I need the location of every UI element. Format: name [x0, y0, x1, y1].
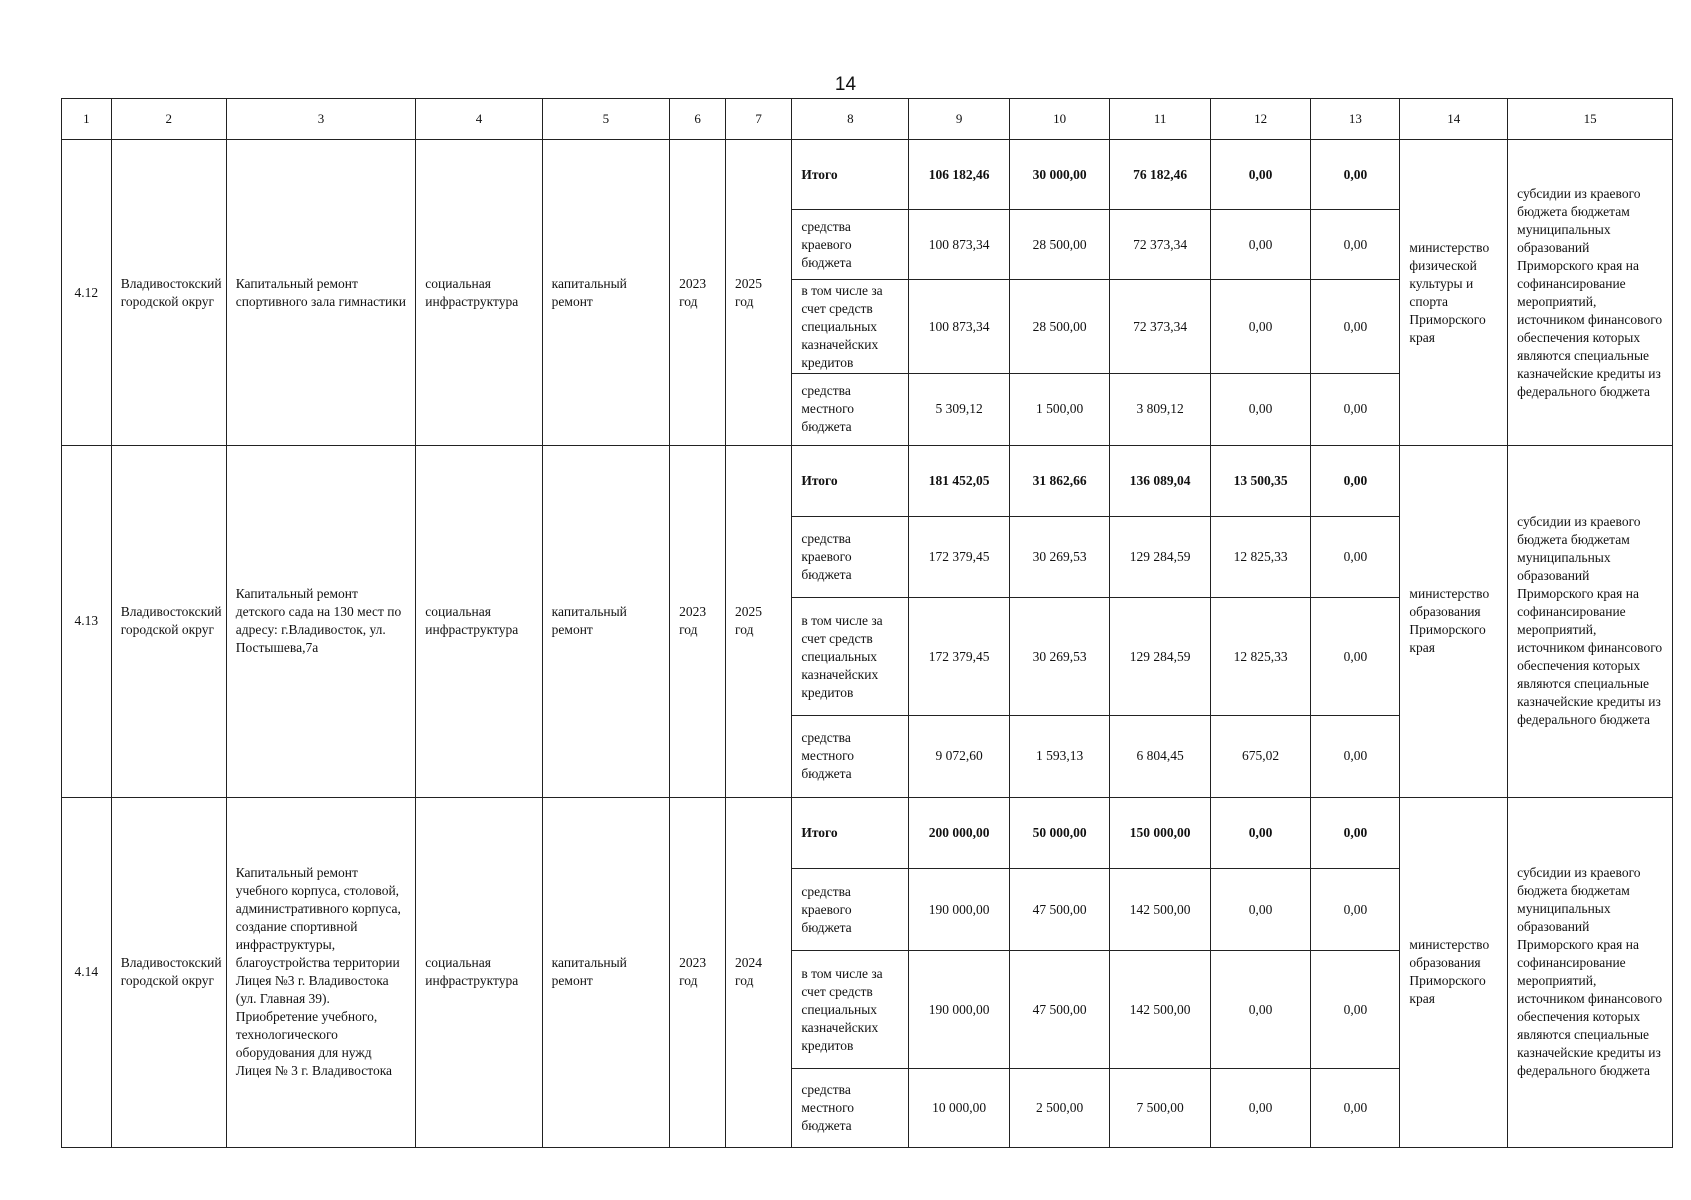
value-cell: 9 072,60 [909, 715, 1009, 797]
end-year-cell: 2025 год [726, 140, 792, 446]
value-cell: 7 500,00 [1110, 1068, 1210, 1147]
value-cell: 12 825,33 [1210, 598, 1310, 715]
value-cell: 106 182,46 [909, 140, 1009, 210]
table-row [62, 445, 1673, 516]
value-cell: 150 000,00 [1110, 797, 1210, 868]
value-cell: 47 500,00 [1009, 951, 1109, 1068]
funding-source-cell: в том числе за счет средств специальных казначейских кредитов [792, 280, 909, 373]
value-cell: 28 500,00 [1009, 210, 1109, 280]
value-cell: 72 373,34 [1110, 280, 1210, 373]
value-cell: 142 500,00 [1110, 951, 1210, 1068]
funding-source-cell: средства краевого бюджета [792, 517, 909, 598]
value-cell: 0,00 [1311, 951, 1400, 1068]
column-header: 5 [542, 99, 669, 140]
value-cell: 0,00 [1311, 280, 1400, 373]
column-header: 9 [909, 99, 1009, 140]
start-year-cell: 2023 год [670, 445, 726, 797]
value-cell: 0,00 [1210, 280, 1310, 373]
value-cell: 100 873,34 [909, 280, 1009, 373]
column-header: 4 [416, 99, 542, 140]
value-cell: 30 000,00 [1009, 140, 1109, 210]
funding-source-cell: в том числе за счет средств специальных казначейских кредитов [792, 598, 909, 715]
value-cell: 76 182,46 [1110, 140, 1210, 210]
object-name-cell: Капитальный ремонт детского сада на 130 мест по адресу: г.Владивосток, ул. Постышева,7а [226, 445, 416, 797]
value-cell: 0,00 [1210, 1068, 1310, 1147]
value-cell: 0,00 [1311, 210, 1400, 280]
value-cell: 0,00 [1311, 445, 1400, 516]
column-header: 8 [792, 99, 909, 140]
page-number: 14 [834, 74, 857, 95]
value-cell: 200 000,00 [909, 797, 1009, 868]
table-row [62, 797, 1673, 868]
end-year-cell: 2024 год [726, 797, 792, 1147]
value-cell: 172 379,45 [909, 598, 1009, 715]
category-cell: социальная инфраструктура [416, 140, 542, 446]
column-header: 3 [226, 99, 416, 140]
note-cell: субсидии из краевого бюджета бюджетам муниципальных образований Приморского края на софинансирование мероприятий, источником финансового обеспечения которых являются специальные казначейские кредиты из федерального бюджета [1508, 140, 1673, 446]
column-header: 13 [1311, 99, 1400, 140]
municipality-cell: Владивостокский городской округ [111, 445, 226, 797]
funding-source-cell: средства краевого бюджета [792, 210, 909, 280]
funding-source-cell: средства местного бюджета [792, 1068, 909, 1147]
row-number: 4.12 [62, 140, 112, 446]
value-cell: 5 309,12 [909, 373, 1009, 445]
value-cell: 0,00 [1311, 373, 1400, 445]
column-header: 12 [1210, 99, 1310, 140]
ministry-cell: министерство образования Приморского края [1400, 445, 1508, 797]
value-cell: 190 000,00 [909, 951, 1009, 1068]
value-cell: 0,00 [1210, 210, 1310, 280]
value-cell: 0,00 [1210, 797, 1310, 868]
value-cell: 50 000,00 [1009, 797, 1109, 868]
funding-source-cell: средства местного бюджета [792, 715, 909, 797]
municipality-cell: Владивостокский городской округ [111, 797, 226, 1147]
value-cell: 142 500,00 [1110, 869, 1210, 951]
start-year-cell: 2023 год [670, 140, 726, 446]
column-header: 6 [670, 99, 726, 140]
header-row [62, 99, 1673, 140]
note-cell: субсидии из краевого бюджета бюджетам муниципальных образований Приморского края на софинансирование мероприятий, источником финансового обеспечения которых являются специальные казначейские кредиты из федерального бюджета [1508, 797, 1673, 1147]
column-header: 2 [111, 99, 226, 140]
value-cell: 0,00 [1311, 517, 1400, 598]
value-cell: 0,00 [1311, 1068, 1400, 1147]
municipality-cell: Владивостокский городской округ [111, 140, 226, 446]
note-cell: субсидии из краевого бюджета бюджетам муниципальных образований Приморского края на софинансирование мероприятий, источником финансового обеспечения которых являются специальные казначейские кредиты из федерального бюджета [1508, 445, 1673, 797]
funding-source-cell: Итого [792, 140, 909, 210]
work-type-cell: капитальный ремонт [542, 445, 669, 797]
value-cell: 1 500,00 [1009, 373, 1109, 445]
column-header: 11 [1110, 99, 1210, 140]
value-cell: 72 373,34 [1110, 210, 1210, 280]
column-header: 14 [1400, 99, 1508, 140]
work-type-cell: капитальный ремонт [542, 797, 669, 1147]
value-cell: 12 825,33 [1210, 517, 1310, 598]
value-cell: 129 284,59 [1110, 517, 1210, 598]
value-cell: 0,00 [1210, 951, 1310, 1068]
row-number: 4.13 [62, 445, 112, 797]
table-row [62, 140, 1673, 210]
column-header: 10 [1009, 99, 1109, 140]
end-year-cell: 2025 год [726, 445, 792, 797]
ministry-cell: министерство физической культуры и спорта Приморского края [1400, 140, 1508, 446]
value-cell: 0,00 [1311, 140, 1400, 210]
funding-source-cell: Итого [792, 445, 909, 516]
value-cell: 31 862,66 [1009, 445, 1109, 516]
funding-table [61, 98, 1673, 1148]
value-cell: 136 089,04 [1110, 445, 1210, 516]
funding-source-cell: в том числе за счет средств специальных казначейских кредитов [792, 951, 909, 1068]
value-cell: 0,00 [1311, 797, 1400, 868]
row-number: 4.14 [62, 797, 112, 1147]
value-cell: 0,00 [1210, 869, 1310, 951]
value-cell: 30 269,53 [1009, 517, 1109, 598]
category-cell: социальная инфраструктура [416, 445, 542, 797]
object-name-cell: Капитальный ремонт учебного корпуса, столовой, административного корпуса, создание спортивной инфраструктуры, благоустройства территории Лицея №3 г. Владивостока (ул. Главная 39). Приобретение учебного, технологического оборудования для нужд Лицея № 3 г. Владивостока [226, 797, 416, 1147]
value-cell: 10 000,00 [909, 1068, 1009, 1147]
value-cell: 190 000,00 [909, 869, 1009, 951]
value-cell: 129 284,59 [1110, 598, 1210, 715]
column-header: 7 [726, 99, 792, 140]
value-cell: 2 500,00 [1009, 1068, 1109, 1147]
work-type-cell: капитальный ремонт [542, 140, 669, 446]
object-name-cell: Капитальный ремонт спортивного зала гимнастики [226, 140, 416, 446]
value-cell: 30 269,53 [1009, 598, 1109, 715]
start-year-cell: 2023 год [670, 797, 726, 1147]
value-cell: 675,02 [1210, 715, 1310, 797]
funding-source-cell: Итого [792, 797, 909, 868]
value-cell: 6 804,45 [1110, 715, 1210, 797]
value-cell: 172 379,45 [909, 517, 1009, 598]
value-cell: 0,00 [1311, 598, 1400, 715]
value-cell: 47 500,00 [1009, 869, 1109, 951]
column-header: 1 [62, 99, 112, 140]
funding-source-cell: средства местного бюджета [792, 373, 909, 445]
value-cell: 0,00 [1311, 869, 1400, 951]
value-cell: 0,00 [1210, 140, 1310, 210]
ministry-cell: министерство образования Приморского края [1400, 797, 1508, 1147]
value-cell: 100 873,34 [909, 210, 1009, 280]
value-cell: 1 593,13 [1009, 715, 1109, 797]
value-cell: 0,00 [1311, 715, 1400, 797]
value-cell: 28 500,00 [1009, 280, 1109, 373]
category-cell: социальная инфраструктура [416, 797, 542, 1147]
value-cell: 0,00 [1210, 373, 1310, 445]
value-cell: 181 452,05 [909, 445, 1009, 516]
value-cell: 13 500,35 [1210, 445, 1310, 516]
funding-source-cell: средства краевого бюджета [792, 869, 909, 951]
value-cell: 3 809,12 [1110, 373, 1210, 445]
column-header: 15 [1508, 99, 1673, 140]
